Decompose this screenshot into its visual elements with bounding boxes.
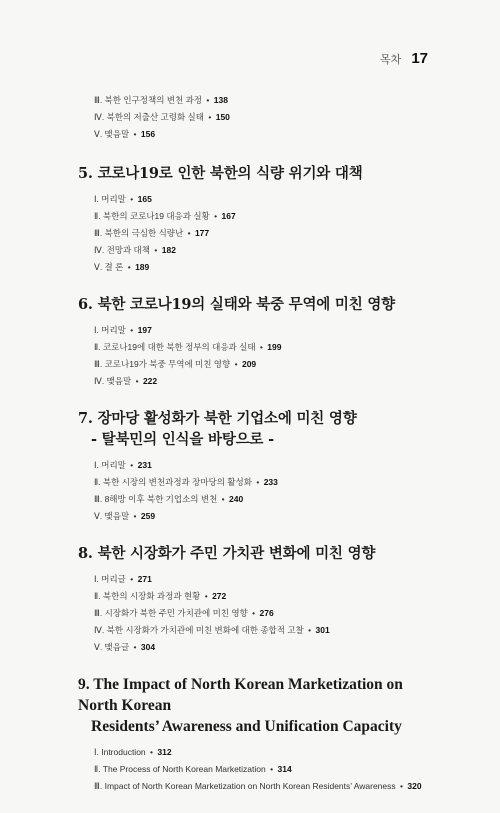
entry-page-number: 177 bbox=[194, 228, 210, 238]
entry-title: Ⅰ. 머리말 bbox=[94, 194, 126, 204]
entry-list bbox=[78, 746, 428, 793]
table-of-contents bbox=[78, 94, 428, 813]
entry-title: Ⅲ. 코로나19가 북중 무역에 미친 영향 bbox=[94, 359, 231, 369]
entry-page-number: 271 bbox=[137, 574, 152, 584]
bullet-separator: • bbox=[208, 112, 212, 122]
bullet-separator: • bbox=[400, 781, 403, 791]
entry-title: Ⅱ. 북한의 시장화 과정과 현황 bbox=[94, 591, 201, 601]
entry-page-number: 189 bbox=[135, 262, 150, 272]
entry-list bbox=[78, 459, 428, 523]
entry-title: Ⅱ. The Process of North Korean Marketization bbox=[94, 764, 266, 774]
entry-title: Ⅲ. 북한 인구정책의 변천 과정 bbox=[94, 95, 202, 105]
toc-entry[interactable] bbox=[94, 493, 428, 506]
entry-list bbox=[78, 193, 428, 274]
entry-list bbox=[78, 324, 428, 388]
bullet-separator: • bbox=[130, 574, 134, 584]
toc-entry[interactable] bbox=[94, 476, 428, 489]
entry-title: Ⅱ. 북한 시장의 변천과정과 장마당의 활성화 bbox=[94, 477, 252, 487]
bullet-separator: • bbox=[133, 642, 137, 652]
toc-entry[interactable] bbox=[94, 261, 428, 274]
bullet-separator: • bbox=[204, 591, 208, 601]
entry-page-number: 272 bbox=[212, 591, 227, 601]
bullet-separator: • bbox=[130, 460, 134, 470]
toc-entry[interactable] bbox=[94, 624, 428, 637]
toc-entry[interactable] bbox=[94, 94, 428, 107]
entry-title: Ⅰ. 머리말 bbox=[94, 325, 126, 335]
entry-title: Ⅳ. 전망과 대책 bbox=[94, 245, 150, 255]
toc-entry[interactable] bbox=[94, 324, 428, 337]
bullet-separator: • bbox=[187, 228, 191, 238]
bullet-separator: • bbox=[308, 625, 312, 635]
toc-entry[interactable] bbox=[94, 244, 428, 257]
toc-chapter bbox=[78, 94, 428, 141]
entry-page-number: 197 bbox=[137, 325, 152, 335]
bullet-separator: • bbox=[252, 608, 256, 618]
bullet-separator: • bbox=[127, 262, 131, 272]
entry-page-number: 240 bbox=[229, 494, 244, 504]
entry-page-number: 150 bbox=[215, 112, 230, 122]
entry-page-number: 304 bbox=[140, 642, 156, 652]
entry-list bbox=[78, 94, 428, 141]
entry-page-number: 312 bbox=[157, 747, 172, 757]
page-number: 17 bbox=[411, 50, 428, 67]
toc-entry[interactable] bbox=[94, 459, 428, 472]
entry-page-number: 209 bbox=[241, 359, 257, 369]
bullet-separator: • bbox=[214, 211, 218, 221]
bullet-separator: • bbox=[221, 494, 225, 504]
entry-title: Ⅰ. 머리글 bbox=[94, 574, 126, 584]
toc-entry[interactable] bbox=[94, 227, 428, 240]
toc-entry[interactable] bbox=[94, 780, 428, 793]
entry-page-number: 199 bbox=[267, 342, 282, 352]
bullet-separator: • bbox=[206, 95, 210, 105]
page-header bbox=[380, 50, 428, 67]
toc-chapter bbox=[78, 163, 428, 274]
bullet-separator: • bbox=[130, 194, 134, 204]
entry-title: Ⅳ. 맺음말 bbox=[94, 376, 132, 386]
chapter-title bbox=[78, 408, 428, 450]
entry-title: Ⅲ. 북한의 극심한 식량난 bbox=[94, 228, 184, 238]
chapter-title-line: 5. 코로나19로 인한 북한의 식량 위기와 대책 bbox=[78, 165, 363, 182]
entry-title: Ⅴ. 맺음글 bbox=[94, 642, 130, 652]
toc-entry[interactable] bbox=[94, 573, 428, 586]
entry-title: Ⅲ. 8해방 이후 북한 기업소의 변천 bbox=[94, 494, 218, 504]
toc-chapter bbox=[78, 408, 428, 523]
bullet-separator: • bbox=[154, 245, 158, 255]
entry-page-number: 222 bbox=[142, 376, 158, 386]
toc-entry[interactable] bbox=[94, 510, 428, 523]
entry-title: Ⅴ. 맺음말 bbox=[94, 129, 130, 139]
bullet-separator: • bbox=[234, 359, 238, 369]
header-label: 목차 bbox=[380, 54, 402, 66]
toc-entry[interactable] bbox=[94, 607, 428, 620]
entry-page-number: 182 bbox=[161, 245, 176, 255]
entry-title: Ⅴ. 결 론 bbox=[94, 262, 124, 272]
chapter-title bbox=[78, 163, 428, 184]
entry-page-number: 276 bbox=[259, 608, 274, 618]
entry-page-number: 259 bbox=[140, 511, 156, 521]
bullet-separator: • bbox=[270, 764, 274, 774]
chapter-title-line: 8. 북한 시장화가 주민 가치관 변화에 미친 영향 bbox=[78, 545, 376, 562]
toc-chapter bbox=[78, 294, 428, 388]
entry-title: Ⅱ. 북한의 코로나19 대응과 실황 bbox=[94, 211, 210, 221]
bullet-separator: • bbox=[133, 129, 137, 139]
bullet-separator: • bbox=[256, 477, 260, 487]
toc-entry[interactable] bbox=[94, 193, 428, 206]
toc-entry[interactable] bbox=[94, 128, 428, 141]
entry-page-number: 231 bbox=[137, 460, 152, 470]
entry-list bbox=[78, 573, 428, 654]
chapter-title bbox=[78, 674, 428, 737]
bullet-separator: • bbox=[259, 342, 263, 352]
entry-title: Ⅳ. 북한의 저출산 고령화 실태 bbox=[94, 112, 204, 122]
entry-title: Ⅲ. 시장화가 북한 주민 가치관에 미친 영향 bbox=[94, 608, 248, 618]
entry-title: Ⅰ. 머리말 bbox=[94, 460, 126, 470]
chapter-title bbox=[78, 543, 428, 564]
chapter-title-line: 7. 장마당 활성화가 북한 기업소에 미친 영향 bbox=[78, 410, 357, 427]
chapter-title-line: Residents’ Awareness and Unification Capacity bbox=[91, 718, 402, 735]
entry-title: Ⅴ. 맺음말 bbox=[94, 511, 130, 521]
entry-page-number: 301 bbox=[315, 625, 330, 635]
chapter-title bbox=[78, 294, 428, 315]
chapter-title-line: - 탈북민의 인식을 바탕으로 - bbox=[91, 431, 274, 448]
toc-entry[interactable] bbox=[94, 358, 428, 371]
entry-page-number: 167 bbox=[221, 211, 236, 221]
toc-chapter bbox=[78, 543, 428, 654]
toc-entry[interactable] bbox=[94, 590, 428, 603]
entry-page-number: 138 bbox=[213, 95, 228, 105]
entry-page-number: 165 bbox=[137, 194, 152, 204]
toc-entry[interactable] bbox=[94, 375, 428, 388]
entry-title: Ⅰ. Introduction bbox=[94, 747, 146, 757]
toc-entry[interactable] bbox=[94, 341, 428, 354]
entry-page-number: 320 bbox=[407, 781, 422, 791]
bullet-separator: • bbox=[150, 747, 154, 757]
toc-entry[interactable] bbox=[94, 746, 428, 759]
bullet-separator: • bbox=[130, 325, 134, 335]
toc-chapter bbox=[78, 674, 428, 793]
entry-title: Ⅳ. 북한 시장화가 가치관에 미친 변화에 대한 종합적 고찰 bbox=[94, 625, 304, 635]
bullet-separator: • bbox=[133, 511, 137, 521]
entry-page-number: 156 bbox=[140, 129, 156, 139]
entry-title: Ⅱ. 코로나19에 대한 북한 정부의 대응과 실태 bbox=[94, 342, 256, 352]
entry-title: Ⅲ. Impact of North Korean Marketization on North Korean Residents’ Awareness bbox=[94, 781, 396, 791]
toc-entry[interactable] bbox=[94, 111, 428, 124]
toc-entry[interactable] bbox=[94, 210, 428, 223]
entry-page-number: 233 bbox=[263, 477, 278, 487]
chapter-title-line: 9. The Impact of North Korean Marketization on North Korean bbox=[78, 676, 403, 714]
entry-page-number: 314 bbox=[277, 764, 292, 774]
bullet-separator: • bbox=[135, 376, 139, 386]
toc-entry[interactable] bbox=[94, 763, 428, 776]
chapter-title-line: 6. 북한 코로나19의 실태와 북중 무역에 미친 영향 bbox=[78, 296, 395, 313]
toc-entry[interactable] bbox=[94, 641, 428, 654]
